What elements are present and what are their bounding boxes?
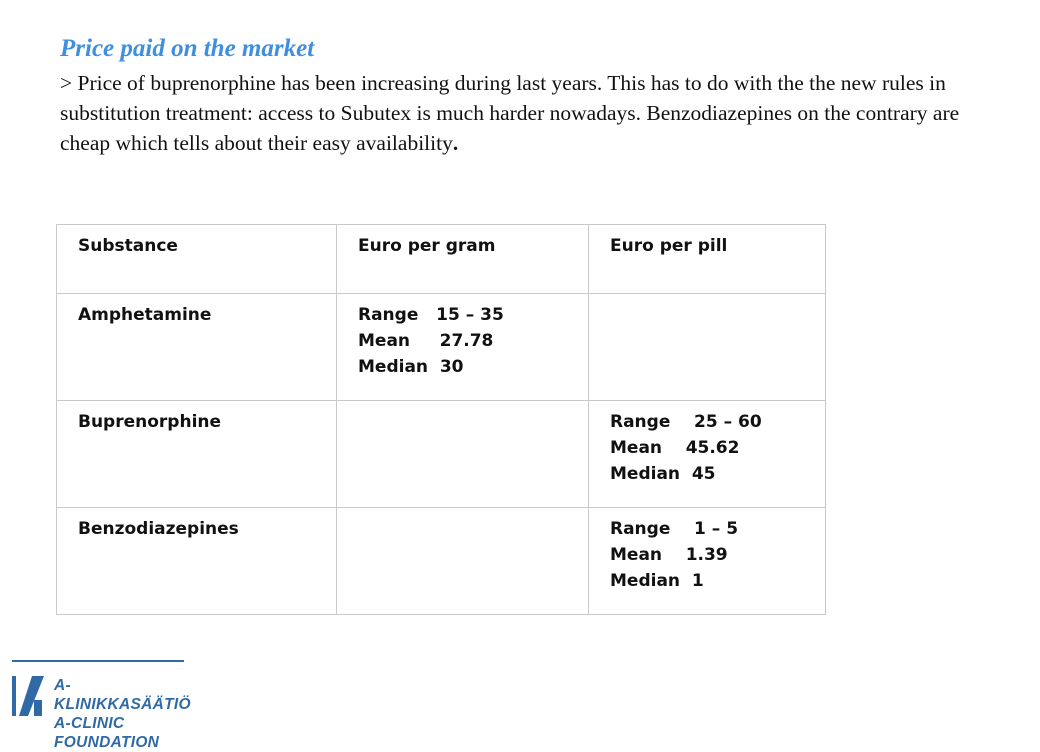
intro-end-punctuation: . (452, 131, 459, 155)
stat-median: Median 45 (610, 464, 716, 484)
table-header-row (57, 225, 826, 294)
a-clinic-foundation-logo (12, 660, 191, 751)
cell-per-pill (589, 508, 826, 615)
logo-divider (12, 660, 184, 662)
stat-range: Range 1 – 5 (610, 519, 739, 539)
stat-range: Range 15 – 35 (358, 305, 504, 325)
stat-median: Median 1 (610, 571, 704, 591)
header-euro-per-pill: Euro per pill (589, 225, 826, 294)
header-euro-per-gram: Euro per gram (337, 225, 589, 294)
header-substance: Substance (57, 225, 337, 294)
table-row (57, 294, 826, 401)
cell-per-gram (337, 294, 589, 401)
stat-mean: Mean 45.62 (610, 438, 740, 458)
table-row (57, 401, 826, 508)
intro-text: > Price of buprenorphine has been increasing during last years. This has to do with the the new rules in substitution treatment: access to Subutex is much harder nowadays. Benzodiazepines on the contrary are cheap which tells about their easy availability (60, 71, 960, 155)
logo-wordmark (54, 676, 191, 752)
intro-paragraph (60, 68, 960, 158)
stat-range: Range 25 – 60 (610, 412, 762, 432)
page-title: Price paid on the market (60, 35, 315, 62)
cell-per-gram (337, 508, 589, 615)
stat-mean: Mean 1.39 (610, 545, 728, 565)
stat-mean: Mean 27.78 (358, 331, 494, 351)
cell-substance: Amphetamine (57, 294, 337, 401)
cell-per-gram (337, 401, 589, 508)
stat-median: Median 30 (358, 357, 464, 377)
logo-line-english: A-CLINIC FOUNDATION (54, 715, 160, 751)
cell-substance: Buprenorphine (57, 401, 337, 508)
a-clinic-logo-icon (12, 676, 48, 716)
cell-substance: Benzodiazepines (57, 508, 337, 615)
cell-per-pill (589, 401, 826, 508)
table-row (57, 508, 826, 615)
price-table (56, 224, 826, 615)
logo-line-finnish: A-KLINIKKASÄÄTIÖ (54, 677, 191, 713)
cell-per-pill (589, 294, 826, 401)
